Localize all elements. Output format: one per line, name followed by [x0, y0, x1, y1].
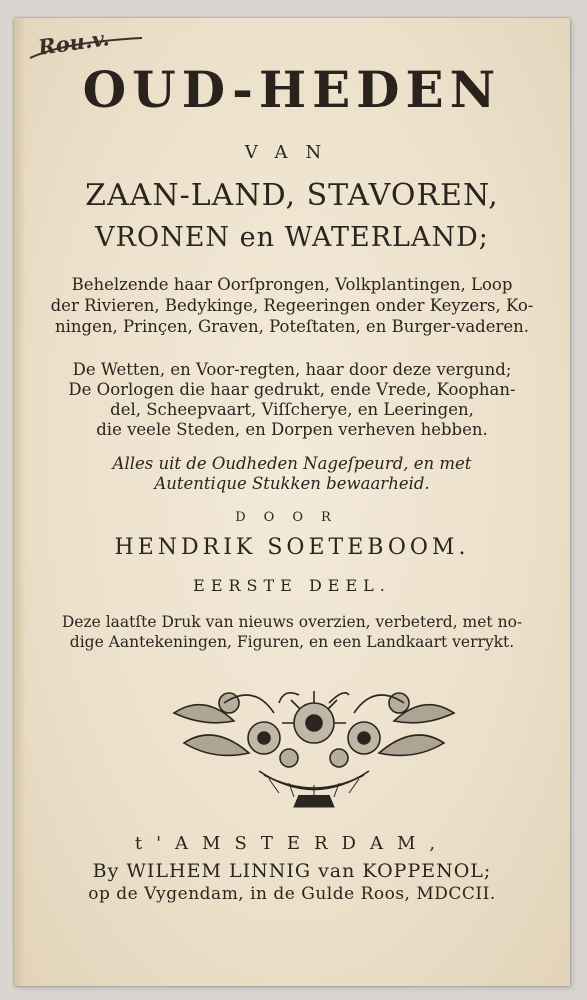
title-line-2: VRONEN en WATERLAND; [95, 222, 489, 253]
description-line: ningen, Prinçen, Graven, Poteſtaten, en Burger-vaderen. [54, 317, 530, 336]
description-line: De Oorlogen die haar gedrukt, ende Vrede, Koophan- [68, 380, 516, 399]
italic-line: Autentique Stukken bewaarheid. [154, 474, 430, 493]
title-van: VAN [244, 142, 340, 163]
author-name: HENDRIK SOETEBOOM. [114, 535, 470, 560]
description-line: De Wetten, en Voor-regten, haar door deze vergund; [72, 360, 512, 379]
flower-basket-ornament-icon [164, 683, 464, 813]
italic-line: Alles uit de Oudheden Nageſpeurd, en met [112, 454, 472, 473]
imprint-city: t'AMSTERDAM, [134, 833, 450, 854]
description-line: del, Scheepvaart, Viſſcherye, en Leeringen, [110, 400, 474, 419]
note-line: Deze laatſte Druk van nieuws overzien, verbeterd, met no- [61, 613, 523, 631]
book-title: OUD-HEDEN [82, 60, 502, 119]
title-line-1: ZAAN-LAND, STAVOREN, [85, 178, 499, 213]
imprint-printer: By WILHEM LINNIG van KOPPENOL; [92, 860, 492, 882]
edition-note [14, 612, 570, 652]
handwritten-text: Rou.v. [36, 25, 111, 60]
door-label: DOOR [235, 510, 349, 525]
description-paragraph-2 [14, 360, 570, 440]
description-line: der Rivieren, Bedykinge, Regeeringen onder Keyzers, Ko- [50, 296, 534, 315]
title-page [14, 18, 570, 986]
volume-label: EERSTE DEEL. [193, 576, 391, 595]
italic-statement [14, 454, 570, 494]
description-paragraph [14, 274, 570, 337]
description-line: die veele Steden, en Dorpen verheven hebben. [96, 420, 488, 439]
description-line: Behelzende haar Oorſprongen, Volkplantingen, Loop [71, 275, 513, 294]
imprint-address: op de Vygendam, in de Gulde Roos, MDCCII. [88, 884, 496, 904]
note-line: dige Aantekeningen, Figuren, en een Landkaart verrykt. [69, 633, 515, 651]
